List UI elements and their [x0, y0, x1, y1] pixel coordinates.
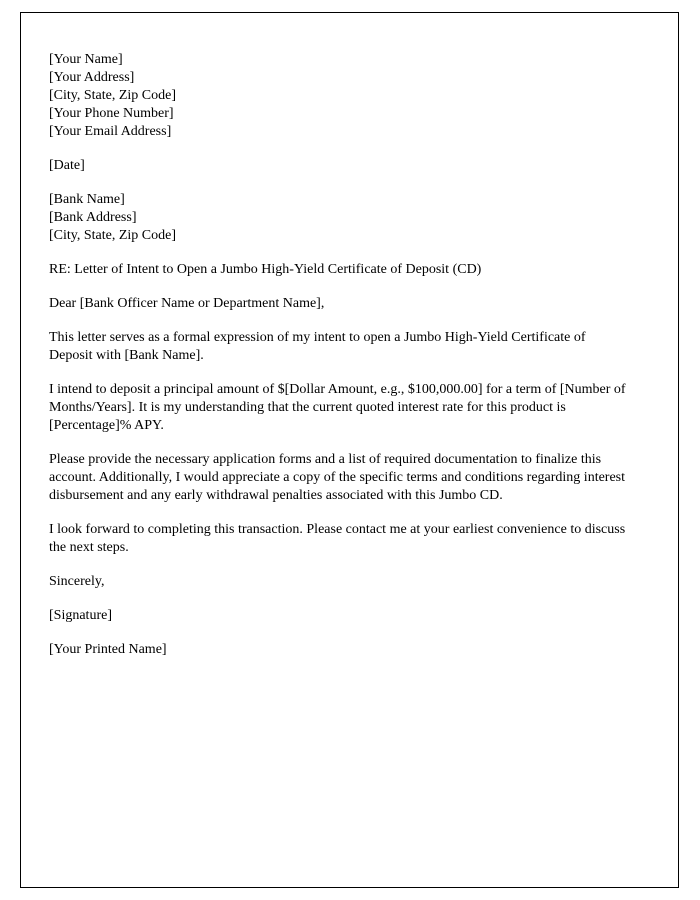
- paragraph-intent: This letter serves as a formal expression of my intent to open a Jumbo High-Yield Certificate of Deposit with [Bank Name].: [49, 330, 586, 363]
- sender-email: [Your Email Address]: [49, 124, 172, 139]
- paragraph-next-steps: I look forward to completing this transaction. Please contact me at your earliest convenience to discuss the next steps.: [49, 522, 626, 555]
- paragraph-deposit-details: I intend to deposit a principal amount of $[Dollar Amount, e.g., $100,000.00] for a term of [Number of Months/Years]. It is my understanding that the current quoted interest rate for this product is [Percentage]% APY.: [49, 382, 626, 433]
- sender-address: [Your Address]: [49, 70, 135, 85]
- bank-address: [Bank Address]: [49, 210, 137, 225]
- sender-city-state-zip: [City, State, Zip Code]: [49, 88, 177, 103]
- date-block: [49, 157, 630, 175]
- signature-placeholder: [Signature]: [49, 608, 112, 623]
- subject-line: RE: Letter of Intent to Open a Jumbo High-Yield Certificate of Deposit (CD): [49, 262, 482, 277]
- sender-address-block: [49, 51, 630, 141]
- letter-date: [Date]: [49, 158, 85, 173]
- sender-name: [Your Name]: [49, 52, 123, 67]
- letter-border-frame: [20, 12, 679, 888]
- letter-body: [49, 51, 630, 659]
- bank-name: [Bank Name]: [49, 192, 125, 207]
- closing: Sincerely,: [49, 574, 105, 589]
- paragraph-request-documents: Please provide the necessary application forms and a list of required documentation to finalize this account. Additionally, I would appreciate a copy of the specific terms and conditions regarding interest disbursement and any early withdrawal penalties associated with this Jumbo CD.: [49, 452, 626, 503]
- salutation: Dear [Bank Officer Name or Department Name],: [49, 296, 325, 311]
- printed-name: [Your Printed Name]: [49, 642, 167, 657]
- recipient-address-block: [49, 191, 630, 245]
- sender-phone: [Your Phone Number]: [49, 106, 174, 121]
- bank-city-state-zip: [City, State, Zip Code]: [49, 228, 177, 243]
